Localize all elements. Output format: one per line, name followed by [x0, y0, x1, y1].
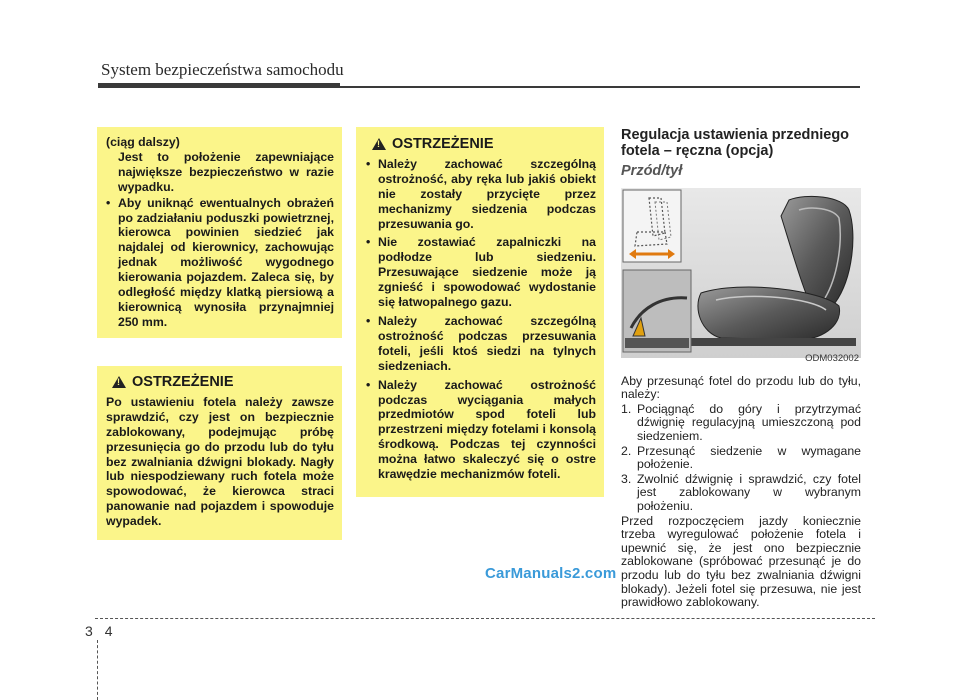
- seat-illustration: [621, 188, 861, 365]
- closing-text: Przed rozpoczęciem jazdy koniecznie trzeba wyregulować położenie fotela i upewnić się, że jest ono bezpiecznie zablokowane (spróbować przesunąć je do przodu lub do tyłu bez zwalniania dźwigni blokady). Jeżeli fotel się przesuwa, nie jest prawidłowo zablokowany.: [621, 513, 861, 610]
- list-item: [621, 473, 861, 514]
- continued-note-box: [97, 127, 342, 338]
- page-number: 34: [85, 623, 125, 639]
- watermark-link[interactable]: CarManuals2.com: [485, 565, 617, 582]
- steps-list: [621, 403, 861, 514]
- footer-rule: [95, 618, 875, 619]
- list-item: [106, 196, 334, 330]
- warning-box-seat-mechanism: [356, 127, 604, 497]
- footer-vertical-rule: [97, 640, 98, 700]
- bullet-text: Należy zachować szczególną ostrożność, aby ręka lub jakiś obiekt nie zostały przycięte przez mechanizmy siedzenia podczas przesuwania go.: [378, 156, 596, 231]
- warning-text: Po ustawieniu fotela należy zawsze sprawdzić, czy jest on bezpiecznie zablokowany, podejmując próbę przesunięcia go do przodu lub do tyłu bez zwalniania dźwigni blokady. Nagły lub niespodziewany ruch fotela może spowodować, że kierowca straci panowanie nad pojazdem i spowoduje wypadek.: [106, 394, 334, 529]
- bullet-dot: •: [106, 195, 111, 210]
- list-item: [366, 157, 596, 232]
- warning-triangle-icon: [112, 376, 126, 388]
- list-item: [366, 235, 596, 310]
- step-text: Przesunąć siedzenie w wymagane położenie.: [637, 443, 861, 472]
- step-number: 1.: [621, 401, 632, 416]
- bullet-dot: •: [366, 313, 371, 328]
- step-text: Pociągnąć do góry i przytrzymać dźwignię regulacyjną umieszczoną pod siedzeniem.: [637, 401, 861, 443]
- seat-adjustment-section: [621, 127, 861, 610]
- bullet-dot: •: [366, 377, 371, 392]
- bullet-text: Należy zachować szczególną ostrożność podczas przesuwania foteli, jeśli ktoś siedzi na tylnych siedzeniach.: [378, 313, 596, 373]
- section-title: Regulacja ustawienia przedniego fotela – ręczna (opcja): [621, 127, 850, 159]
- step-number: 2.: [621, 443, 632, 458]
- header-rule-thin: [340, 86, 860, 88]
- bullet-dot: •: [366, 235, 371, 250]
- continued-label: (ciąg dalszy): [106, 135, 180, 149]
- section-subtitle: Przód/tył: [621, 163, 683, 179]
- step-text: Zwolnić dźwignię i sprawdzić, czy fotel jest zablokowany w wybranym położeniu.: [637, 471, 861, 513]
- continued-text: Jest to położenie zapewniające największe bezpieczeństwo w razie wypadku.: [118, 149, 334, 194]
- list-item: [621, 403, 861, 444]
- step-number: 3.: [621, 471, 632, 486]
- bullet-text: Aby uniknąć ewentualnych obrażeń po zadziałaniu poduszki powietrznej, kierowca powinien siedzieć jak najdalej od kierownicy, zachowując jednak możliwość wygodnego kierowania pojazdem. Zaleca się, by odległość między klatką piersiową a kierownicą wynosiła przynajmniej 250 mm.: [118, 195, 334, 329]
- warning-header: [366, 137, 596, 152]
- page-header-title: System bezpieczeństwa samochodu: [101, 60, 344, 79]
- list-item: [366, 314, 596, 374]
- intro-text: Aby przesunąć fotel do przodu lub do tyłu, należy:: [621, 373, 861, 402]
- header-rule-thick: [98, 83, 340, 88]
- bullet-dot: •: [366, 156, 371, 171]
- seat-illustration-svg: [621, 188, 861, 358]
- warning-title: OSTRZEŻENIE: [392, 136, 494, 152]
- list-item: [366, 378, 596, 482]
- figure-code: ODM032002: [805, 353, 859, 364]
- warning-header: [106, 375, 334, 390]
- warning-triangle-icon: [372, 138, 386, 150]
- warning-box-seat-lock: [97, 366, 342, 540]
- warning-title: OSTRZEŻENIE: [132, 374, 234, 390]
- bullet-text: Nie zostawiać zapalniczki na podłodze lub siedzeniu. Przesuwające siedzenie może ją zgnieść i spowodować wydostanie się łatwopalnego gazu.: [378, 235, 596, 310]
- bullet-text: Należy zachować ostrożność podczas wyciągania małych przedmiotów spod foteli lub przestrzeni między fotelami i konsolą środkową. Podczas tej czynności można łatwo skaleczyć się o ostre krawędzie mechanizmów foteli.: [378, 377, 596, 482]
- list-item: [621, 445, 861, 472]
